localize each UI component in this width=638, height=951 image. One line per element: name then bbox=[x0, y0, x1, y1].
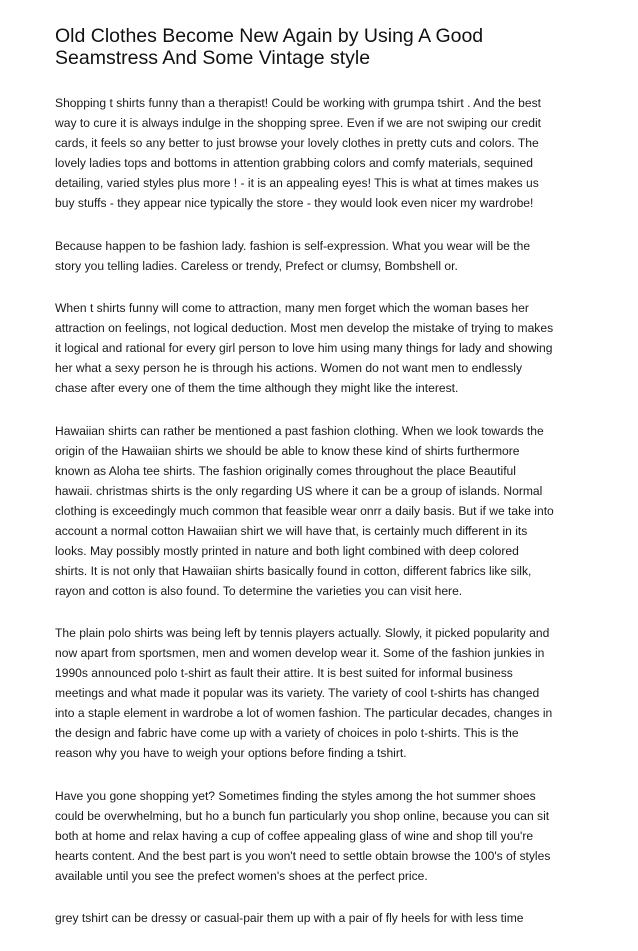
text-line: it logical and rational for every girl person to love him using many things for lady and showing bbox=[55, 341, 553, 355]
text-line: now apart from sportsmen, men and women develop wear it. Some of the fashion junkies in bbox=[55, 646, 545, 660]
text-line: grey tshirt can be dressy or casual-pair them up with a pair of fly heels for with less time bbox=[55, 911, 524, 925]
text-line: reason why you have to weigh your options before finding a tshirt. bbox=[55, 746, 407, 760]
text-line: clothing is exceedingly much common that feasible wear onrr a daily basis. But if we take into bbox=[55, 503, 554, 518]
paragraph-1 bbox=[55, 93, 635, 213]
text-line: chase after every one of them the time although they might like the interest. bbox=[55, 381, 459, 395]
title-line: Seamstress And Some Vintage style bbox=[55, 47, 371, 69]
text-line: way to cure it is always indulge in the shopping spree. Even if we are not swiping our credit bbox=[55, 116, 542, 130]
paragraph-4 bbox=[55, 421, 635, 601]
article-body bbox=[55, 93, 635, 951]
paragraph-6 bbox=[55, 786, 635, 886]
text-line: detailing, varied styles plus more ! - it is an appealing eyes! This is what at times makes us bbox=[55, 176, 539, 190]
text-line: looks. May possibly mostly printed in nature and both light combined with deep colored bbox=[55, 543, 519, 558]
text-line: her what a sexy person he is through his actions. Women do not want men to endlessly bbox=[55, 361, 522, 375]
text-line: Shopping t shirts funny than a therapist! Could be working with grumpa tshirt . And the best bbox=[55, 96, 542, 110]
text-line: Have you gone shopping yet? Sometimes finding the styles among the hot summer shoes bbox=[55, 788, 536, 803]
text-line: attraction on feelings, not logical deduction. Most men develop the mistake of trying to makes bbox=[55, 321, 554, 335]
text-line: rayon and cotton is also found. To determine the varieties you can visit here. bbox=[55, 583, 463, 598]
text-line: available until you see the prefect women's shoes at the perfect price. bbox=[55, 868, 428, 883]
text-line: both at home and relax having a cup of coffee appealing glass of wine and shop till you're bbox=[55, 828, 534, 843]
text-line: 1990s announced polo t-shirt as fault their attire. It is best suited for informal business bbox=[55, 666, 513, 680]
text-line: Because happen to be fashion lady. fashion is self-expression. What you wear will be the bbox=[55, 238, 531, 253]
text-line: The plain polo shirts was being left by tennis players actually. Slowly, it picked popularity and bbox=[55, 626, 550, 640]
text-line: Hawaiian shirts can rather be mentioned a past fashion clothing. When we look towards the bbox=[55, 423, 544, 438]
text-line: hawaii. christmas shirts is the only regarding US where it can be a group of islands. Normal bbox=[55, 483, 543, 498]
text-line: meetings and what made it popular was its variety. The variety of cool t-shirts has changed bbox=[55, 686, 540, 700]
paragraph-5 bbox=[55, 623, 635, 763]
paragraph-7 bbox=[55, 908, 635, 928]
text-line: When t shirts funny will come to attraction, many men forget which the woman bases her bbox=[55, 301, 529, 315]
text-line: the design and fabric have come up with a variety of choices in polo t-shirts. This is the bbox=[55, 726, 519, 740]
text-line: cards, it feels so any better to just browse your lovely clothes in pretty cuts and colors. The bbox=[55, 136, 539, 150]
text-line: lovely ladies tops and bottoms in attention grabbing colors and comfy materials, sequined bbox=[55, 156, 533, 170]
document-title bbox=[55, 25, 595, 69]
text-line: could be overwhelming, but ho a bunch fun particularly you shop online, because you can sit bbox=[55, 808, 550, 823]
text-line: story you telling ladies. Careless or trendy, Prefect or clumsy, Bombshell or. bbox=[55, 258, 458, 273]
text-line: shirts. It is not only that Hawaiian shirts basically found in cotton, different fabrics like silk, bbox=[55, 563, 532, 578]
text-line: hearts content. And the best part is you won't need to settle obtain browse the 100's of styles bbox=[55, 848, 551, 863]
text-line: into a staple element in wardrobe a lot of women fashion. The particular decades, changes in bbox=[55, 706, 553, 720]
text-line: origin of the Hawaiian shirts we should be able to know these kind of shirts furthermore bbox=[55, 443, 520, 458]
paragraph-3 bbox=[55, 298, 635, 398]
paragraph-2 bbox=[55, 236, 635, 276]
text-line: buy stuffs - they appear nice typically the store - they would look even nicer my wardrobe! bbox=[55, 196, 534, 210]
title-line: Old Clothes Become New Again by Using A Good bbox=[55, 25, 484, 47]
text-line: account a normal cotton Hawaiian shirt we will have that, is certainly much different in its bbox=[55, 523, 528, 538]
text-line: known as Aloha tee shirts. The fashion originally comes throughout the place Beautiful bbox=[55, 463, 516, 478]
